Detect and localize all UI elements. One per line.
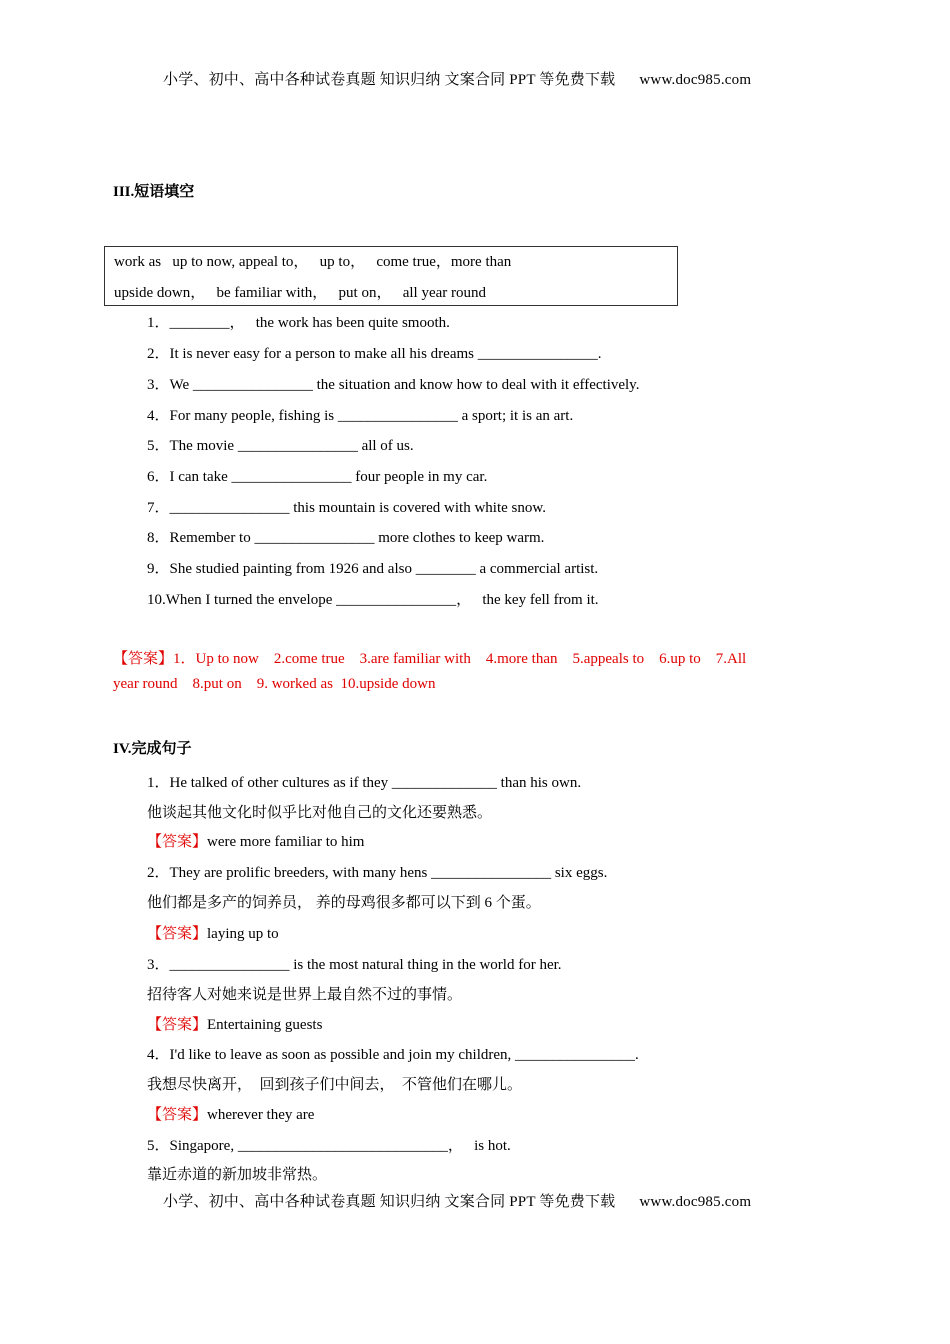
- answer-tag: 【答案】: [147, 1107, 208, 1123]
- header-url[interactable]: www.doc985.com: [639, 72, 752, 88]
- question-3-4: 4．For many people, fishing is ________________ a sport; it is an art.: [147, 408, 574, 424]
- answer-text: laying up to: [207, 926, 279, 942]
- question-3-3: 3．We ________________ the situation and know how to deal with it effectively.: [147, 377, 640, 393]
- section-3-answer-line-1: 【答案】1．Up to now 2.come true 3.are familiar with 4.more than 5.appeals to 6.up to 7.All: [113, 651, 747, 667]
- answer-text: Entertaining guests: [207, 1017, 323, 1033]
- answer-tag: 【答案】: [147, 1017, 208, 1033]
- section-3-answer-line-2: year round 8.put on 9. worked as 10.upside down: [113, 676, 436, 692]
- question-3-6: 6．I can take ________________ four people in my car.: [147, 469, 488, 485]
- question-3-9: 9．She studied painting from 1926 and also ________ a commercial artist.: [147, 561, 599, 577]
- answer-text: wherever they are: [207, 1107, 315, 1123]
- question-4-2: 2．They are prolific breeders, with many hens ________________ six eggs.: [147, 865, 608, 881]
- translation-4-2: 他们都是多产的饲养员， 养的母鸡很多都可以下到 6 个蛋。: [147, 895, 541, 911]
- page-header: [163, 68, 751, 89]
- question-3-7: 7．________________ this mountain is covered with white snow.: [147, 500, 546, 516]
- answer-4-1: [147, 830, 364, 851]
- question-4-3: 3．________________ is the most natural thing in the world for her.: [147, 957, 562, 973]
- answer-tag: 【答案】: [147, 926, 208, 942]
- translation-4-3: 招待客人对她来说是世界上最自然不过的事情。: [147, 987, 463, 1003]
- footer-text: 小学、初中、高中各种试卷真题 知识归纳 文案合同 PPT 等免费下载: [163, 1194, 616, 1210]
- question-3-1: 1．________， the work has been quite smooth.: [147, 315, 450, 331]
- question-3-2: 2．It is never easy for a person to make all his dreams ________________.: [147, 346, 602, 362]
- translation-4-4: 我想尽快离开， 回到孩子们中间去， 不管他们在哪儿。: [147, 1077, 523, 1093]
- answer-4-4: [147, 1103, 314, 1124]
- answer-tag: 【答案】: [147, 834, 208, 850]
- question-3-10: 10.When I turned the envelope ________________， the key fell from it.: [147, 592, 599, 608]
- question-4-4: 4．I'd like to leave as soon as possible and join my children, ________________.: [147, 1047, 639, 1063]
- phrase-box-line-2: upside down， be familiar with， put on， all year round: [114, 285, 487, 301]
- section-4-title: IV.完成句子: [113, 741, 192, 757]
- page-footer: [163, 1190, 751, 1211]
- header-text: 小学、初中、高中各种试卷真题 知识归纳 文案合同 PPT 等免费下载: [163, 72, 616, 88]
- answer-4-2: [147, 922, 279, 943]
- section-3-title: III.短语填空: [113, 184, 195, 200]
- footer-url[interactable]: www.doc985.com: [639, 1194, 752, 1210]
- question-3-8: 8．Remember to ________________ more clothes to keep warm.: [147, 530, 545, 546]
- translation-4-1: 他谈起其他文化时似乎比对他自己的文化还要熟悉。: [147, 805, 493, 821]
- question-4-1: 1．He talked of other cultures as if they ______________ than his own.: [147, 775, 582, 791]
- question-4-5: 5．Singapore, ____________________________， is hot.: [147, 1138, 511, 1154]
- answer-4-3: [147, 1013, 322, 1034]
- answer-text: were more familiar to him: [207, 834, 365, 850]
- phrase-box-line-1: work as up to now, appeal to， up to， come true，more than: [114, 254, 512, 270]
- question-3-5: 5．The movie ________________ all of us.: [147, 438, 414, 454]
- translation-4-5: 靠近赤道的新加坡非常热。: [147, 1167, 328, 1183]
- phrase-box: [104, 246, 678, 306]
